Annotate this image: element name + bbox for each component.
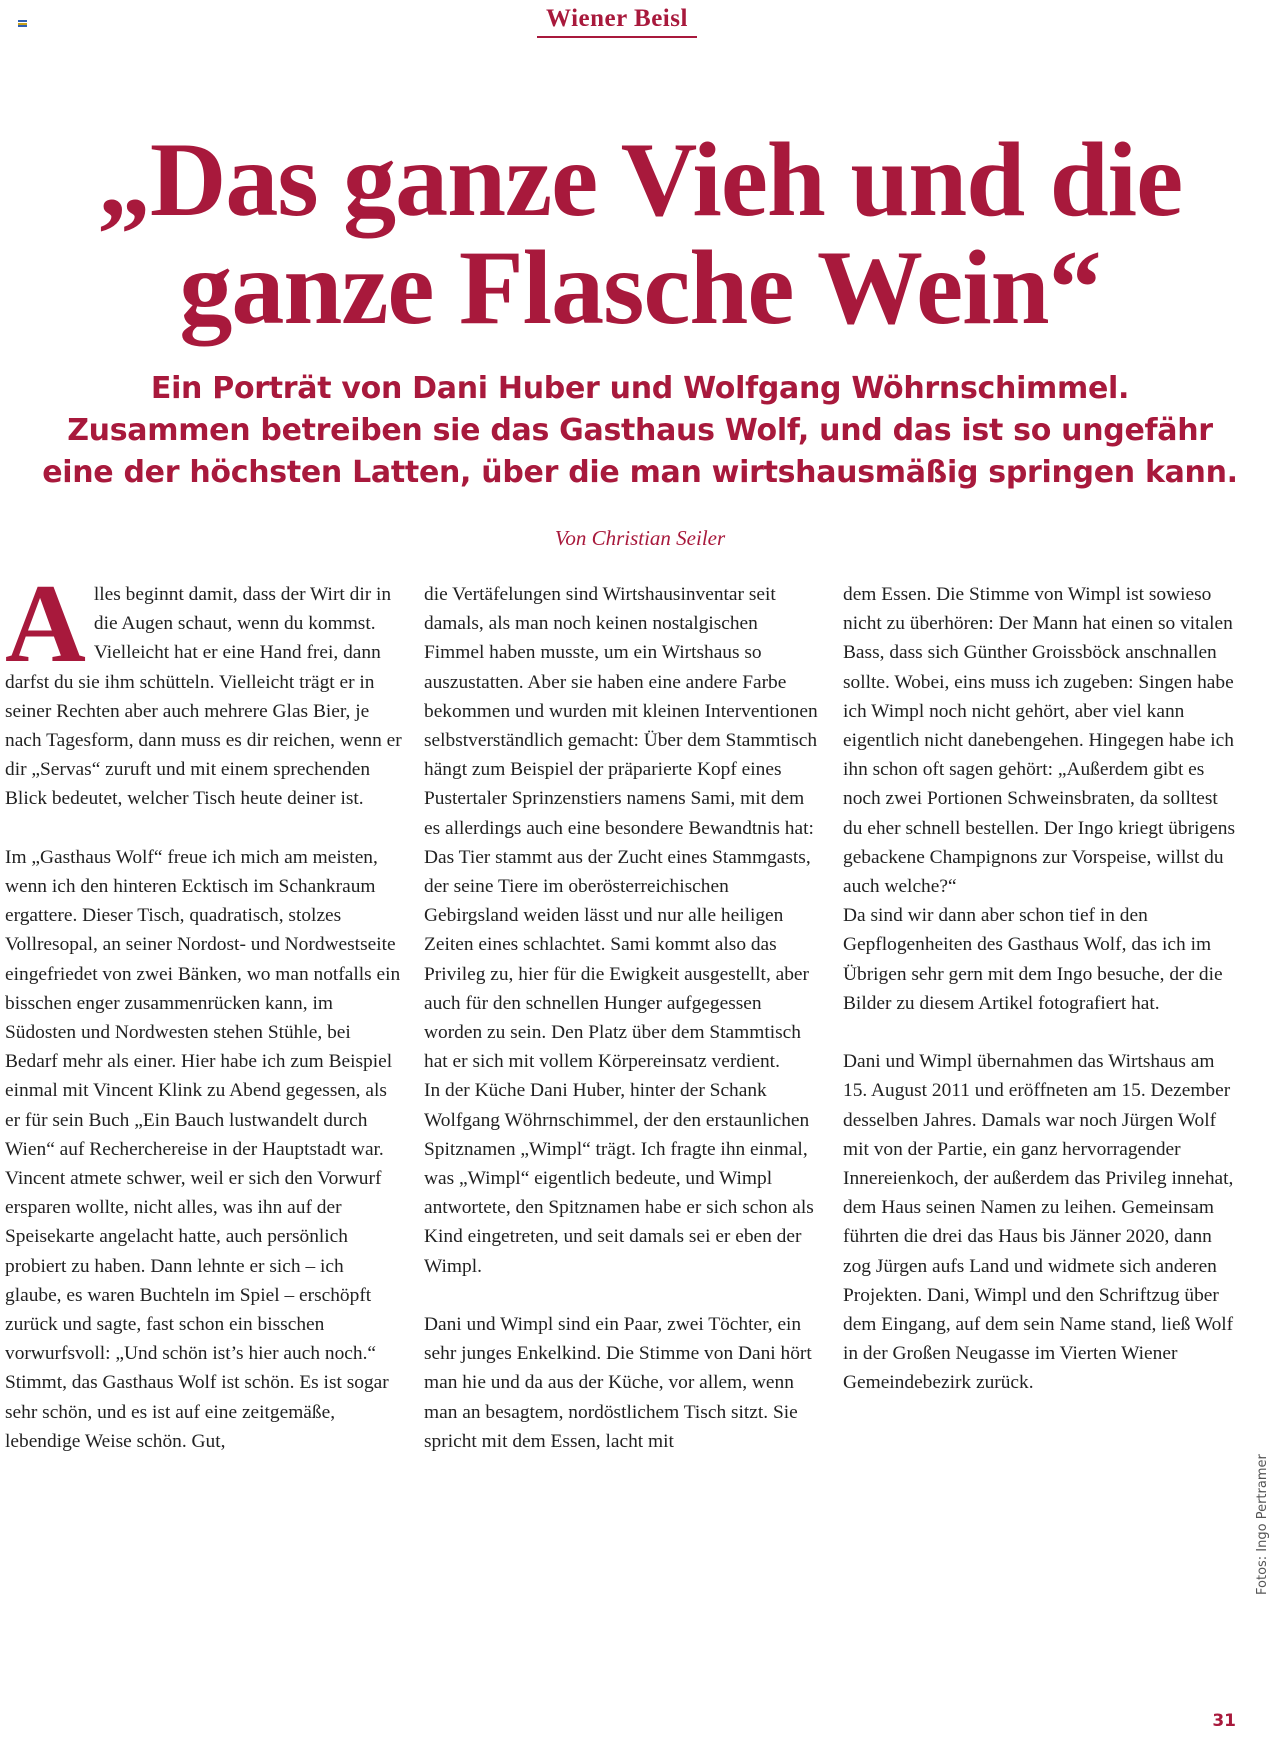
dropcap: A — [5, 562, 86, 686]
article-paragraph: dem Essen. Die Stimme von Wimpl ist sowieso nicht zu überhören: Der Mann hat einen so vitalen Bass, dass sich Günther Groissböck anschnallen sollte. Wobei, eins muss ich zugeben: Singen habe ich Wimpl noch nicht gehört, aber viel kann eigentlich nicht danebengehen. Hingegen habe ich ihn schon oft sagen gehört: „Außerdem gibt es noch zwei Portionen Schweinsbraten, da solltest du eher schnell bestellen. Der Ingo kriegt übrigens gebackene Champignons zur Vorspeise, willst du auch welche?“ — [843, 584, 1235, 898]
deck-line-3: eine der höchsten Latten, über die man wirtshausmäßig springen kann. — [42, 455, 1238, 490]
headline — [0, 121, 1280, 346]
article-column-1 — [5, 562, 403, 1456]
headline-line-2: ganze Flasche Wein“ — [179, 229, 1101, 346]
page-number: 31 — [1212, 1711, 1236, 1731]
menu-icon[interactable] — [18, 20, 27, 27]
deck-line-2: Zusammen betreiben sie das Gasthaus Wolf, und das ist so ungefähr — [67, 413, 1213, 448]
article-paragraph: Dani und Wimpl sind ein Paar, zwei Töchter, ein sehr junges Enkelkind. Die Stimme von Dani hört man hie und da aus der Küche, vor allem, wenn man an besagtem, nordöstlichem Tisch sitzt. Sie spricht mit dem Essen, lacht mit — [424, 1314, 812, 1452]
section-label: Wiener Beisl — [537, 4, 697, 38]
article-column-3 — [843, 580, 1241, 1398]
photo-credit: Fotos: Ingo Pertramer — [1255, 1454, 1270, 1595]
article-paragraph: Im „Gasthaus Wolf“ freue ich mich am meisten, wenn ich den hinteren Ecktisch im Schankraum ergattere. Dieser Tisch, quadratisch, stolzes Vollresopal, an seiner Nordost- und Nordwestseite eingefriedet von zwei Bänken, wo man notfalls ein bisschen enger zusammenrücken kann, im Südosten und Nordwesten stehen Stühle, bei Bedarf mehr als einer. Hier habe ich zum Beispiel einmal mit Vincent Klink zu Abend gegessen, als er für sein Buch „Ein Bauch lustwandelt durch Wien“ auf Recherchereise in der Hauptstadt war. Vincent atmete schwer, weil er sich den Vorwurf ersparen wollte, nicht alles, was ihn auf der Speisekarte angelacht hatte, auch persönlich probiert zu haben. Dann lehnte er sich – ich glaube, es waren Buchteln im Spiel – erschöpft zurück und sagte, fast schon ein bisschen vorwurfsvoll: „Und schön ist’s hier auch noch.“ Stimmt, das Gasthaus Wolf ist schön. Es ist sogar sehr schön, und es ist auf eine zeitgemäße, lebendige Weise schön. Gut, — [5, 846, 401, 1452]
byline: Von Christian Seiler — [554, 526, 726, 550]
article-column-2 — [424, 580, 822, 1456]
article-paragraph: Da sind wir dann aber schon tief in den Gepflogenheiten des Gasthaus Wolf, das ich im Übrigen sehr gern mit dem Ingo besuche, der die Bilder zu diesem Artikel fotografiert hat. — [843, 905, 1223, 1014]
headline-line-1: „Das ganze Vieh und die — [97, 121, 1183, 238]
article-paragraph: In der Küche Dani Huber, hinter der Schank Wolfgang Wöhrnschimmel, der den erstaunlichen Spitznamen „Wimpl“ trägt. Ich fragte ihn einmal, was „Wimpl“ eigentlich bedeute, und Wimpl antwortete, den Spitznamen habe er sich schon als Kind eingetreten, und seit damals sei er eben der Wimpl. — [424, 1080, 814, 1277]
deck-line-1: Ein Porträt von Dani Huber und Wolfgang Wöhrnschimmel. — [150, 371, 1130, 406]
article-paragraph: die Vertäfelungen sind Wirtshausinventar seit damals, als man noch keinen nostalgischen Fimmel haben musste, um ein Wirtshaus so auszustatten. Aber sie haben eine andere Farbe bekommen und wurden mit kleinen Interventionen selbstverständlich gemacht: Über dem Stammtisch hängt zum Beispiel der präparierte Kopf eines Pustertaler Sprinzenstiers namens Sami, mit dem es allerdings auch eine besondere Bewandtnis hat: Das Tier stammt aus der Zucht eines Stammgasts, der seine Tiere im oberösterreichischen Gebirgsland weiden lässt und nur alle heiligen Zeiten eines schlachtet. Sami kommt also das Privileg zu, hier für die Ewigkeit ausgestellt, aber auch für den schnellen Hunger aufgegessen worden zu sein. Den Platz über dem Stammtisch hat er sich mit vollem Körpereinsatz verdient. — [424, 584, 818, 1073]
article-paragraph: Alles beginnt damit, dass der Wirt dir in die Augen schaut, wenn du kommst. Vielleicht hat er eine Hand frei, dann darfst du sie ihm schütteln. Vielleicht trägt er in seiner Rechten aber auch mehrere Glas Bier, je nach Tagesform, dann muss es dir reichen, wenn er dir „Servas“ zuruft und mit einem sprechenden Blick bedeutet, welcher Tisch heute deiner ist. — [5, 562, 402, 810]
article-paragraph: Dani und Wimpl übernahmen das Wirtshaus am 15. August 2011 und eröffneten am 15. Dezember desselben Jahres. Damals war noch Jürgen Wolf mit von der Partie, ein ganz hervorragender Innereienkoch, der außerdem das Privileg innehat, dem Haus seinen Namen zu leihen. Gemeinsam führten die drei das Haus bis Jänner 2020, dann zog Jürgen aufs Land und widmete sich anderen Projekten. Dani, Wimpl und den Schriftzug über dem Eingang, auf dem sein Name stand, ließ Wolf in der Großen Neugasse im Vierten Wiener Gemeindebezirk zurück. — [843, 1051, 1234, 1394]
deck — [0, 368, 1280, 494]
